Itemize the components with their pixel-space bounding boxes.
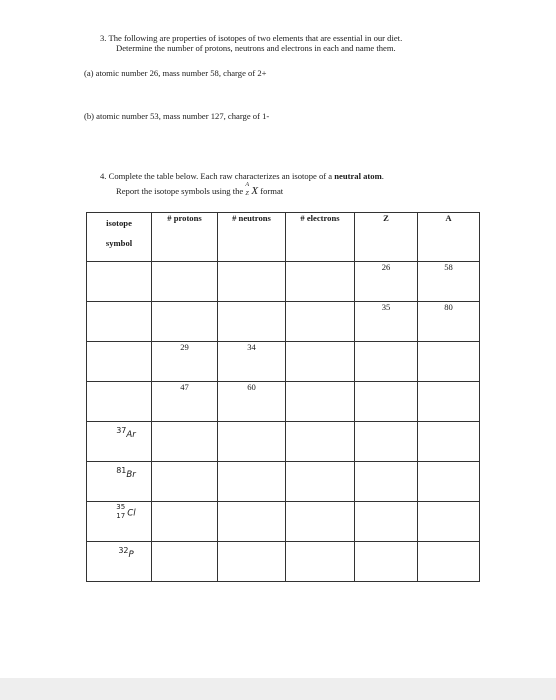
header-isotope-line2: symbol xyxy=(105,238,133,248)
protons-cell[interactable] xyxy=(152,502,218,542)
z-cell[interactable]: 35 xyxy=(355,302,418,342)
symbol-element: Br xyxy=(126,469,136,480)
q4-line-1 xyxy=(100,171,384,182)
symbol-element: Cl xyxy=(127,508,136,519)
q3-line-1: 3. The following are properties of isotopes of two elements that are essential in our diet. xyxy=(100,33,403,43)
header-isotope-symbol xyxy=(87,213,152,262)
isotope-symbol-cell[interactable] xyxy=(87,342,152,382)
header-isotope-line1: isotope xyxy=(106,218,132,228)
symbol-mass: 35 xyxy=(116,503,126,511)
format-element: X xyxy=(251,185,259,197)
z-cell[interactable] xyxy=(355,422,418,462)
isotope-symbol-cell[interactable] xyxy=(87,262,152,302)
header-protons: # protons xyxy=(152,213,218,262)
neutrons-cell[interactable] xyxy=(218,462,286,502)
table-row xyxy=(87,422,480,462)
q4-line-1-end: . xyxy=(381,171,384,181)
table-row xyxy=(87,462,480,502)
format-atomic-number: Z xyxy=(245,191,249,197)
q4-line-2 xyxy=(116,182,284,197)
electrons-cell[interactable] xyxy=(286,382,355,422)
electrons-cell[interactable] xyxy=(286,302,355,342)
isotope-symbol-cell[interactable] xyxy=(87,542,152,582)
table-header-row xyxy=(87,213,480,262)
electrons-cell[interactable] xyxy=(286,502,355,542)
isotope-format-symbol xyxy=(245,182,259,197)
format-mass: A xyxy=(245,182,250,188)
protons-cell[interactable]: 47 xyxy=(152,382,218,422)
q4-bold-phrase: neutral atom xyxy=(334,171,382,181)
a-cell[interactable] xyxy=(418,342,480,382)
isotope-symbol-cell[interactable] xyxy=(87,422,152,462)
symbol-mass: 32 xyxy=(118,546,129,555)
protons-cell[interactable] xyxy=(152,262,218,302)
q3-part-b: (b) atomic number 53, mass number 127, charge of 1- xyxy=(84,111,270,121)
bottom-gray-strip xyxy=(0,678,556,700)
a-cell[interactable] xyxy=(418,502,480,542)
neutrons-cell[interactable]: 34 xyxy=(218,342,286,382)
neutrons-cell[interactable] xyxy=(218,302,286,342)
q3-line-2: Determine the number of protons, neutrons and electrons in each and name them. xyxy=(116,43,396,53)
neutrons-cell[interactable] xyxy=(218,502,286,542)
a-cell[interactable] xyxy=(418,422,480,462)
table-row xyxy=(87,542,480,582)
neutrons-cell[interactable] xyxy=(218,262,286,302)
protons-cell[interactable] xyxy=(152,542,218,582)
a-cell[interactable]: 80 xyxy=(418,302,480,342)
table-row xyxy=(87,502,480,542)
z-cell[interactable]: 26 xyxy=(355,262,418,302)
protons-cell[interactable]: 29 xyxy=(152,342,218,382)
electrons-cell[interactable] xyxy=(286,342,355,382)
symbol-atomic-number: 17 xyxy=(116,512,126,520)
q3-part-a: (a) atomic number 26, mass number 58, charge of 2+ xyxy=(84,68,267,78)
isotope-symbol-cell[interactable] xyxy=(87,302,152,342)
header-a: A xyxy=(418,213,480,262)
neutrons-cell[interactable]: 60 xyxy=(218,382,286,422)
q4-line-2-text: Report the isotope symbols using the xyxy=(116,186,246,196)
q4-line-1-text: 4. Complete the table below. Each raw characterizes an isotope of a xyxy=(100,171,335,181)
a-cell[interactable] xyxy=(418,542,480,582)
symbol-element: P xyxy=(128,549,134,560)
table-row xyxy=(87,262,480,302)
isotope-symbol-cell[interactable] xyxy=(87,382,152,422)
isotope-symbol-cell[interactable] xyxy=(87,502,152,542)
electrons-cell[interactable] xyxy=(286,542,355,582)
table-row xyxy=(87,342,480,382)
protons-cell[interactable] xyxy=(152,302,218,342)
neutrons-cell[interactable] xyxy=(218,422,286,462)
a-cell[interactable]: 58 xyxy=(418,262,480,302)
electrons-cell[interactable] xyxy=(286,422,355,462)
z-cell[interactable] xyxy=(355,462,418,502)
neutrons-cell[interactable] xyxy=(218,542,286,582)
header-electrons: # electrons xyxy=(286,213,355,262)
a-cell[interactable] xyxy=(418,462,480,502)
electrons-cell[interactable] xyxy=(286,462,355,502)
z-cell[interactable] xyxy=(355,542,418,582)
isotope-symbol-cell[interactable] xyxy=(87,462,152,502)
symbol-element: Ar xyxy=(126,429,136,440)
z-cell[interactable] xyxy=(355,342,418,382)
symbol-mass: 37 xyxy=(116,426,127,435)
z-cell[interactable] xyxy=(355,502,418,542)
table-row xyxy=(87,382,480,422)
protons-cell[interactable] xyxy=(152,422,218,462)
electrons-cell[interactable] xyxy=(286,262,355,302)
q4-line-2-end: format xyxy=(258,186,284,196)
header-z: Z xyxy=(355,213,418,262)
symbol-stack xyxy=(116,503,127,520)
protons-cell[interactable] xyxy=(152,462,218,502)
header-neutrons: # neutrons xyxy=(218,213,286,262)
table-row xyxy=(87,302,480,342)
symbol-mass: 81 xyxy=(116,466,127,475)
z-cell[interactable] xyxy=(355,382,418,422)
isotope-table xyxy=(86,212,480,582)
a-cell[interactable] xyxy=(418,382,480,422)
